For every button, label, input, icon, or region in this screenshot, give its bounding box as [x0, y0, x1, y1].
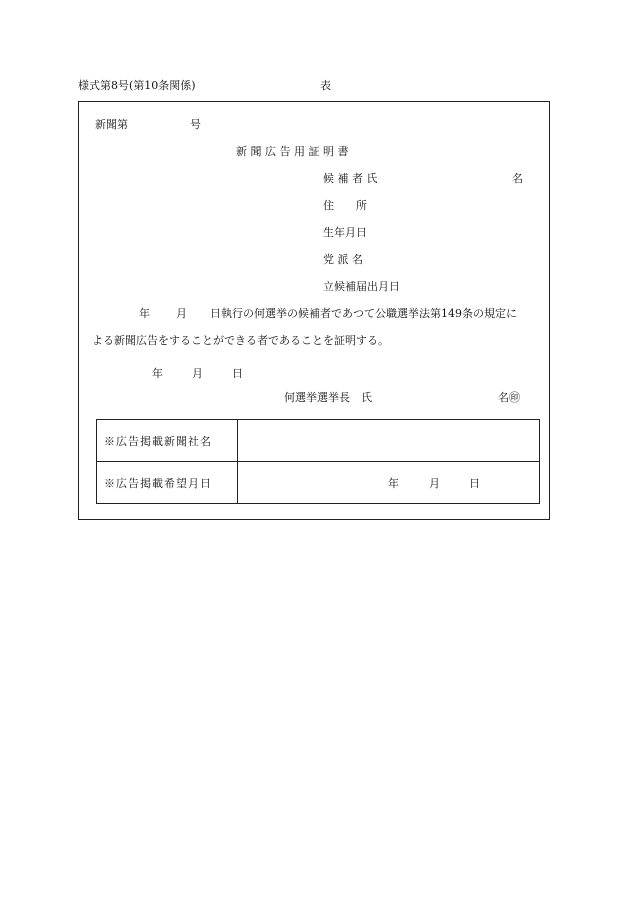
issuer-label: 何選挙選挙長 氏 — [284, 391, 372, 404]
candidate-name-label: 候 補 者 氏 — [323, 172, 378, 185]
table-row — [97, 420, 540, 462]
party-label: 党 派 名 — [323, 253, 363, 266]
address-label: 住 所 — [323, 199, 367, 212]
candidate-name-suffix: 名 — [512, 172, 523, 185]
newspaper-name-value[interactable] — [238, 420, 540, 462]
document-title: 新 聞 広 告 用 証 明 書 — [236, 145, 349, 158]
number-suffix: 号 — [190, 118, 201, 131]
detail-table — [96, 419, 540, 504]
body-text-line2: よる新聞広告をすることができる者であることを証明する。 — [92, 334, 389, 347]
filing-date-label: 立候補届出月日 — [323, 280, 400, 293]
number-prefix: 新聞第 — [95, 118, 128, 131]
desired-year: 年 — [388, 477, 399, 490]
birthdate-label: 生年月日 — [323, 226, 367, 239]
issue-month: 月 — [192, 367, 203, 380]
desired-date-value[interactable] — [238, 462, 540, 504]
body-year: 年 — [139, 307, 150, 320]
desired-day: 日 — [469, 477, 480, 490]
desired-month: 月 — [429, 477, 440, 490]
side-label: 表 — [320, 79, 331, 92]
body-text-line1: 日執行の何選挙の候補者であつて公職選挙法第149条の規定に — [210, 307, 517, 320]
desired-date-label: ※広告掲載希望月日 — [97, 462, 238, 504]
issuer-seal-suffix: 名㊞ — [498, 391, 520, 404]
form-heading: 様式第8号(第10条関係) — [78, 79, 196, 92]
body-month: 月 — [176, 307, 187, 320]
table-row — [97, 462, 540, 504]
issue-year: 年 — [152, 367, 163, 380]
newspaper-name-label: ※広告掲載新聞社名 — [97, 420, 238, 462]
issue-day: 日 — [232, 367, 243, 380]
